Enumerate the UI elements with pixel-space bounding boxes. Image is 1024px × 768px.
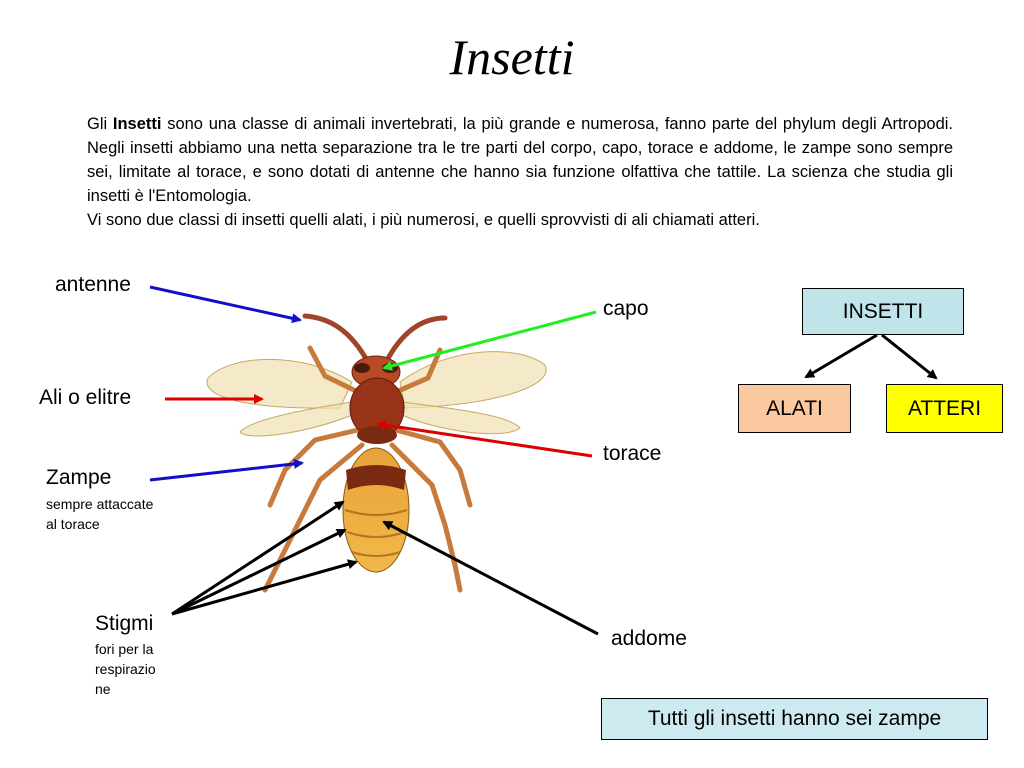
tree-root-insetti: INSETTI [802, 288, 964, 335]
intro-p1-rest: sono una classe di animali invertebrati, la più grande e numerosa, fanno parte del phylum degli Artropodi. Negli insetti abbiamo una netta separazione tra le tre parti del corpo, capo, torace e addome, le zampe sono sempre sei, limitate al torace, e sono dotati di antenne che hanno sia funzione olfattiva che tattile. La scienza che studia gli insetti è l'Entomologia. [87, 115, 954, 205]
tree-arrow-right [882, 335, 936, 378]
intro-p1-bold: Insetti [112, 115, 162, 133]
page-title: Insetti [449, 29, 575, 85]
label-zampe: Zampe [46, 466, 112, 489]
tree-arrow-left [806, 335, 877, 377]
left-upper-wing [207, 359, 352, 408]
label-ali: Ali o elitre [39, 386, 132, 409]
label-stigmi-note [95, 639, 156, 699]
label-addome: addome [611, 627, 687, 650]
intro-paragraph-2: Vi sono due classi di insetti quelli alati, i più numerosi, e quelli sprovvisti di ali chiamati atteri. [87, 211, 760, 229]
footer-note: Tutti gli insetti hanno sei zampe [601, 698, 988, 740]
tree-node-atteri: ATTERI [886, 384, 1003, 433]
label-antenne: antenne [55, 273, 131, 296]
tree-node-alati: ALATI [738, 384, 851, 433]
label-torace: torace [603, 442, 662, 465]
intro-p1-start: Gli [87, 115, 113, 133]
wasp-image [207, 316, 546, 590]
arrow-antenne [150, 287, 300, 320]
stigmi-note-line-3: ne [95, 681, 111, 697]
arrow-addome [384, 522, 598, 634]
label-capo: capo [603, 297, 649, 320]
label-zampe-note [46, 494, 153, 534]
stigmi-note-line-1: fori per la [95, 641, 154, 657]
stigmi-note-line-2: respirazio [95, 661, 156, 677]
arrow-stigmi-1 [172, 502, 343, 614]
zampe-note-line-1: sempre attaccate [46, 496, 154, 512]
zampe-note-line-2: al torace [46, 516, 100, 532]
label-stigmi: Stigmi [95, 612, 154, 635]
